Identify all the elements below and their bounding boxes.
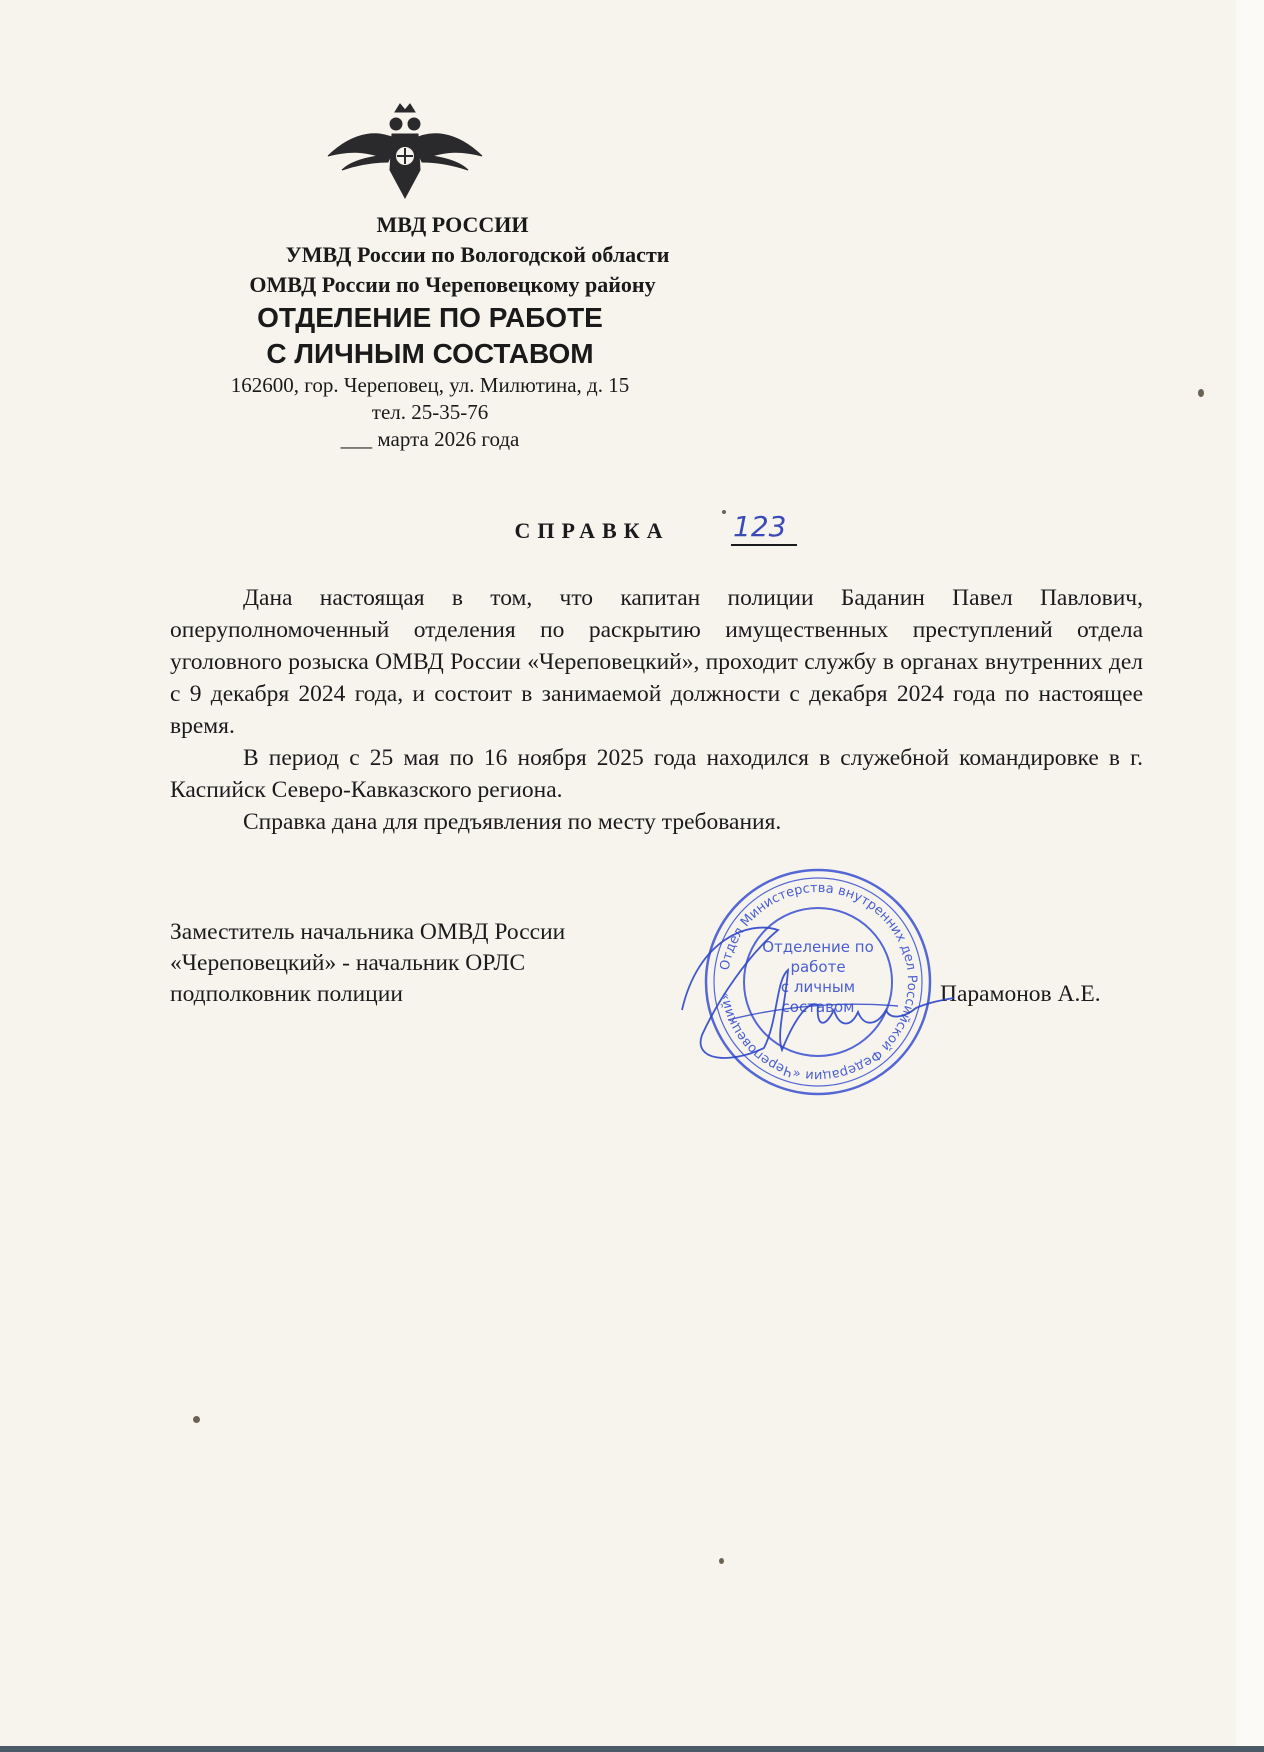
stamp-inner-line: работе: [790, 958, 846, 976]
mvd-emblem-icon: [320, 100, 490, 210]
department-line-2: С ЛИЧНЫМ СОСТАВОМ: [266, 338, 594, 369]
signer-position: [170, 917, 690, 1010]
document-number-underline: [731, 544, 797, 546]
scan-edge: [1236, 0, 1264, 1752]
signer-position-line: «Череповецкий» - начальник ОРЛС: [170, 950, 526, 976]
letterhead: [150, 210, 710, 453]
phone: тел. 25-35-76: [371, 400, 489, 424]
document-body: [170, 582, 1143, 838]
official-stamp: [668, 860, 968, 1100]
stamp-outer-text: Отдел Министерства внутренних дел Российской Федерации «Череповецкий»: [717, 880, 920, 1084]
address: 162600, гор. Череповец, ул. Милютина, д. 15: [230, 373, 630, 397]
district-department: ОМВД России по Череповецкому району: [249, 272, 656, 297]
scan-speck: [193, 1416, 200, 1423]
scan-speck: [722, 510, 726, 514]
scan-bottom-edge: [0, 1746, 1264, 1752]
document-date: ___ марта 2026 года: [340, 427, 520, 451]
stamp-inner-line: составом: [781, 998, 855, 1016]
stamp-inner-line: с личным: [780, 978, 856, 996]
signer-position-line: Заместитель начальника ОМВД России: [170, 919, 566, 945]
document-number: 123: [733, 510, 787, 543]
ministry-name: МВД РОССИИ: [376, 212, 529, 237]
body-paragraph: Справка дана для предъявления по месту требования.: [243, 809, 782, 835]
scan-speck: [1198, 389, 1204, 397]
signer-position-line: подполковник полиции: [170, 981, 403, 1007]
scan-speck: [719, 1558, 724, 1564]
signer-name: Парамонов А.Е.: [940, 981, 1101, 1007]
stamp-inner-line: Отделение по: [762, 938, 874, 956]
document-title-text: СПРАВКА: [514, 518, 670, 543]
body-paragraph: Дана настоящая в том, что капитан полиции Баданин Павел Павлович, оперуполномоченный отделения по раскрытию имущественных преступлений отдела уголовного розыска ОМВД России «Череповецкий», проходит службу в органах внутренних дел с 9 декабря 2024 года, и состоит в занимаемой должности с декабря 2024 года по настоящее время.: [170, 585, 1143, 739]
department-line-1: ОТДЕЛЕНИЕ ПО РАБОТЕ: [257, 302, 603, 333]
document-title: [0, 518, 1264, 544]
regional-department: УМВД России по Вологодской области: [285, 242, 670, 267]
body-paragraph: В период с 25 мая по 16 ноября 2025 года находился в служебной командировке в г. Каспийск Северо-Кавказского региона.: [170, 745, 1143, 803]
